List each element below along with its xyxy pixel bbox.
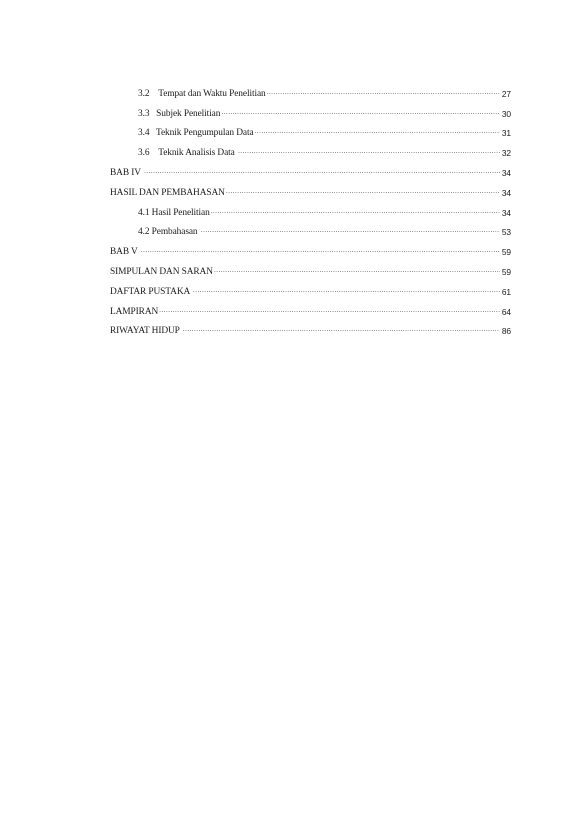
toc-entry-riwayat-hidup[interactable]	[110, 318, 511, 338]
toc-entry-hasil-dan-pembahasan[interactable]	[110, 179, 511, 199]
toc-entry-label: 4.2 Pembahasan	[138, 227, 200, 238]
dot-leader	[159, 305, 500, 317]
toc-entry-page-number: 59	[501, 247, 511, 258]
toc-entry-label: 3.4 Teknik Pengumpulan Data	[138, 128, 254, 139]
toc-entry-page-number: 27	[501, 88, 511, 99]
toc-entry-page-number: 31	[501, 128, 511, 139]
toc-entry-label: HASIL DAN PEMBAHASAN	[110, 187, 225, 198]
toc-entry-label: DAFTAR PUSTAKA	[110, 286, 192, 297]
toc-entry-page-number: 86	[501, 326, 511, 337]
toc-entry-4-1[interactable]	[110, 199, 511, 219]
toc-entry-simpulan-dan-saran[interactable]	[110, 258, 511, 278]
toc-entry-label: BAB IV	[110, 167, 143, 178]
dot-leader	[141, 245, 500, 257]
dot-leader	[267, 87, 500, 99]
table-of-contents	[110, 80, 511, 337]
toc-entry-page-number: 64	[501, 306, 511, 317]
toc-entry-page-number: 32	[501, 148, 511, 159]
toc-entry-label: RIWAYAT HIDUP	[110, 326, 182, 337]
toc-entry-4-2[interactable]	[110, 219, 511, 239]
dot-leader	[226, 186, 500, 198]
toc-entry-3-4[interactable]	[110, 120, 511, 140]
dot-leader	[255, 126, 500, 138]
toc-entry-page-number: 59	[501, 266, 511, 277]
dot-leader	[183, 324, 500, 336]
toc-entry-3-6[interactable]	[110, 139, 511, 159]
toc-entry-label: LAMPIRAN	[110, 306, 159, 317]
dot-leader	[214, 265, 500, 277]
dot-leader	[144, 166, 500, 178]
toc-entry-page-number: 61	[501, 286, 511, 297]
toc-entry-label: 4.1 Hasil Penelitian	[138, 207, 210, 218]
toc-entry-label: BAB V	[110, 247, 140, 258]
toc-entry-3-2[interactable]	[110, 80, 511, 100]
toc-entry-bab-v[interactable]	[110, 238, 511, 258]
toc-entry-page-number: 34	[501, 187, 511, 198]
toc-entry-page-number: 30	[501, 108, 511, 119]
toc-entry-label: 3.6 Teknik Analisis Data	[138, 148, 237, 159]
dot-leader	[238, 146, 500, 158]
toc-entry-label: 3.2 Tempat dan Waktu Penelitian	[138, 88, 266, 99]
toc-entry-label: SIMPULAN DAN SARAN	[110, 266, 213, 277]
toc-entry-page-number: 53	[501, 227, 511, 238]
toc-entry-lampiran[interactable]	[110, 298, 511, 318]
toc-entry-bab-iv[interactable]	[110, 159, 511, 179]
toc-entry-page-number: 34	[501, 207, 511, 218]
toc-entry-label: 3.3 Subjek Penelitian	[138, 108, 221, 119]
dot-leader	[211, 206, 500, 218]
dot-leader	[221, 107, 500, 119]
toc-entry-daftar-pustaka[interactable]	[110, 278, 511, 298]
toc-entry-page-number: 34	[501, 167, 511, 178]
dot-leader	[193, 285, 500, 297]
dot-leader	[201, 225, 500, 237]
toc-entry-3-3[interactable]	[110, 100, 511, 120]
